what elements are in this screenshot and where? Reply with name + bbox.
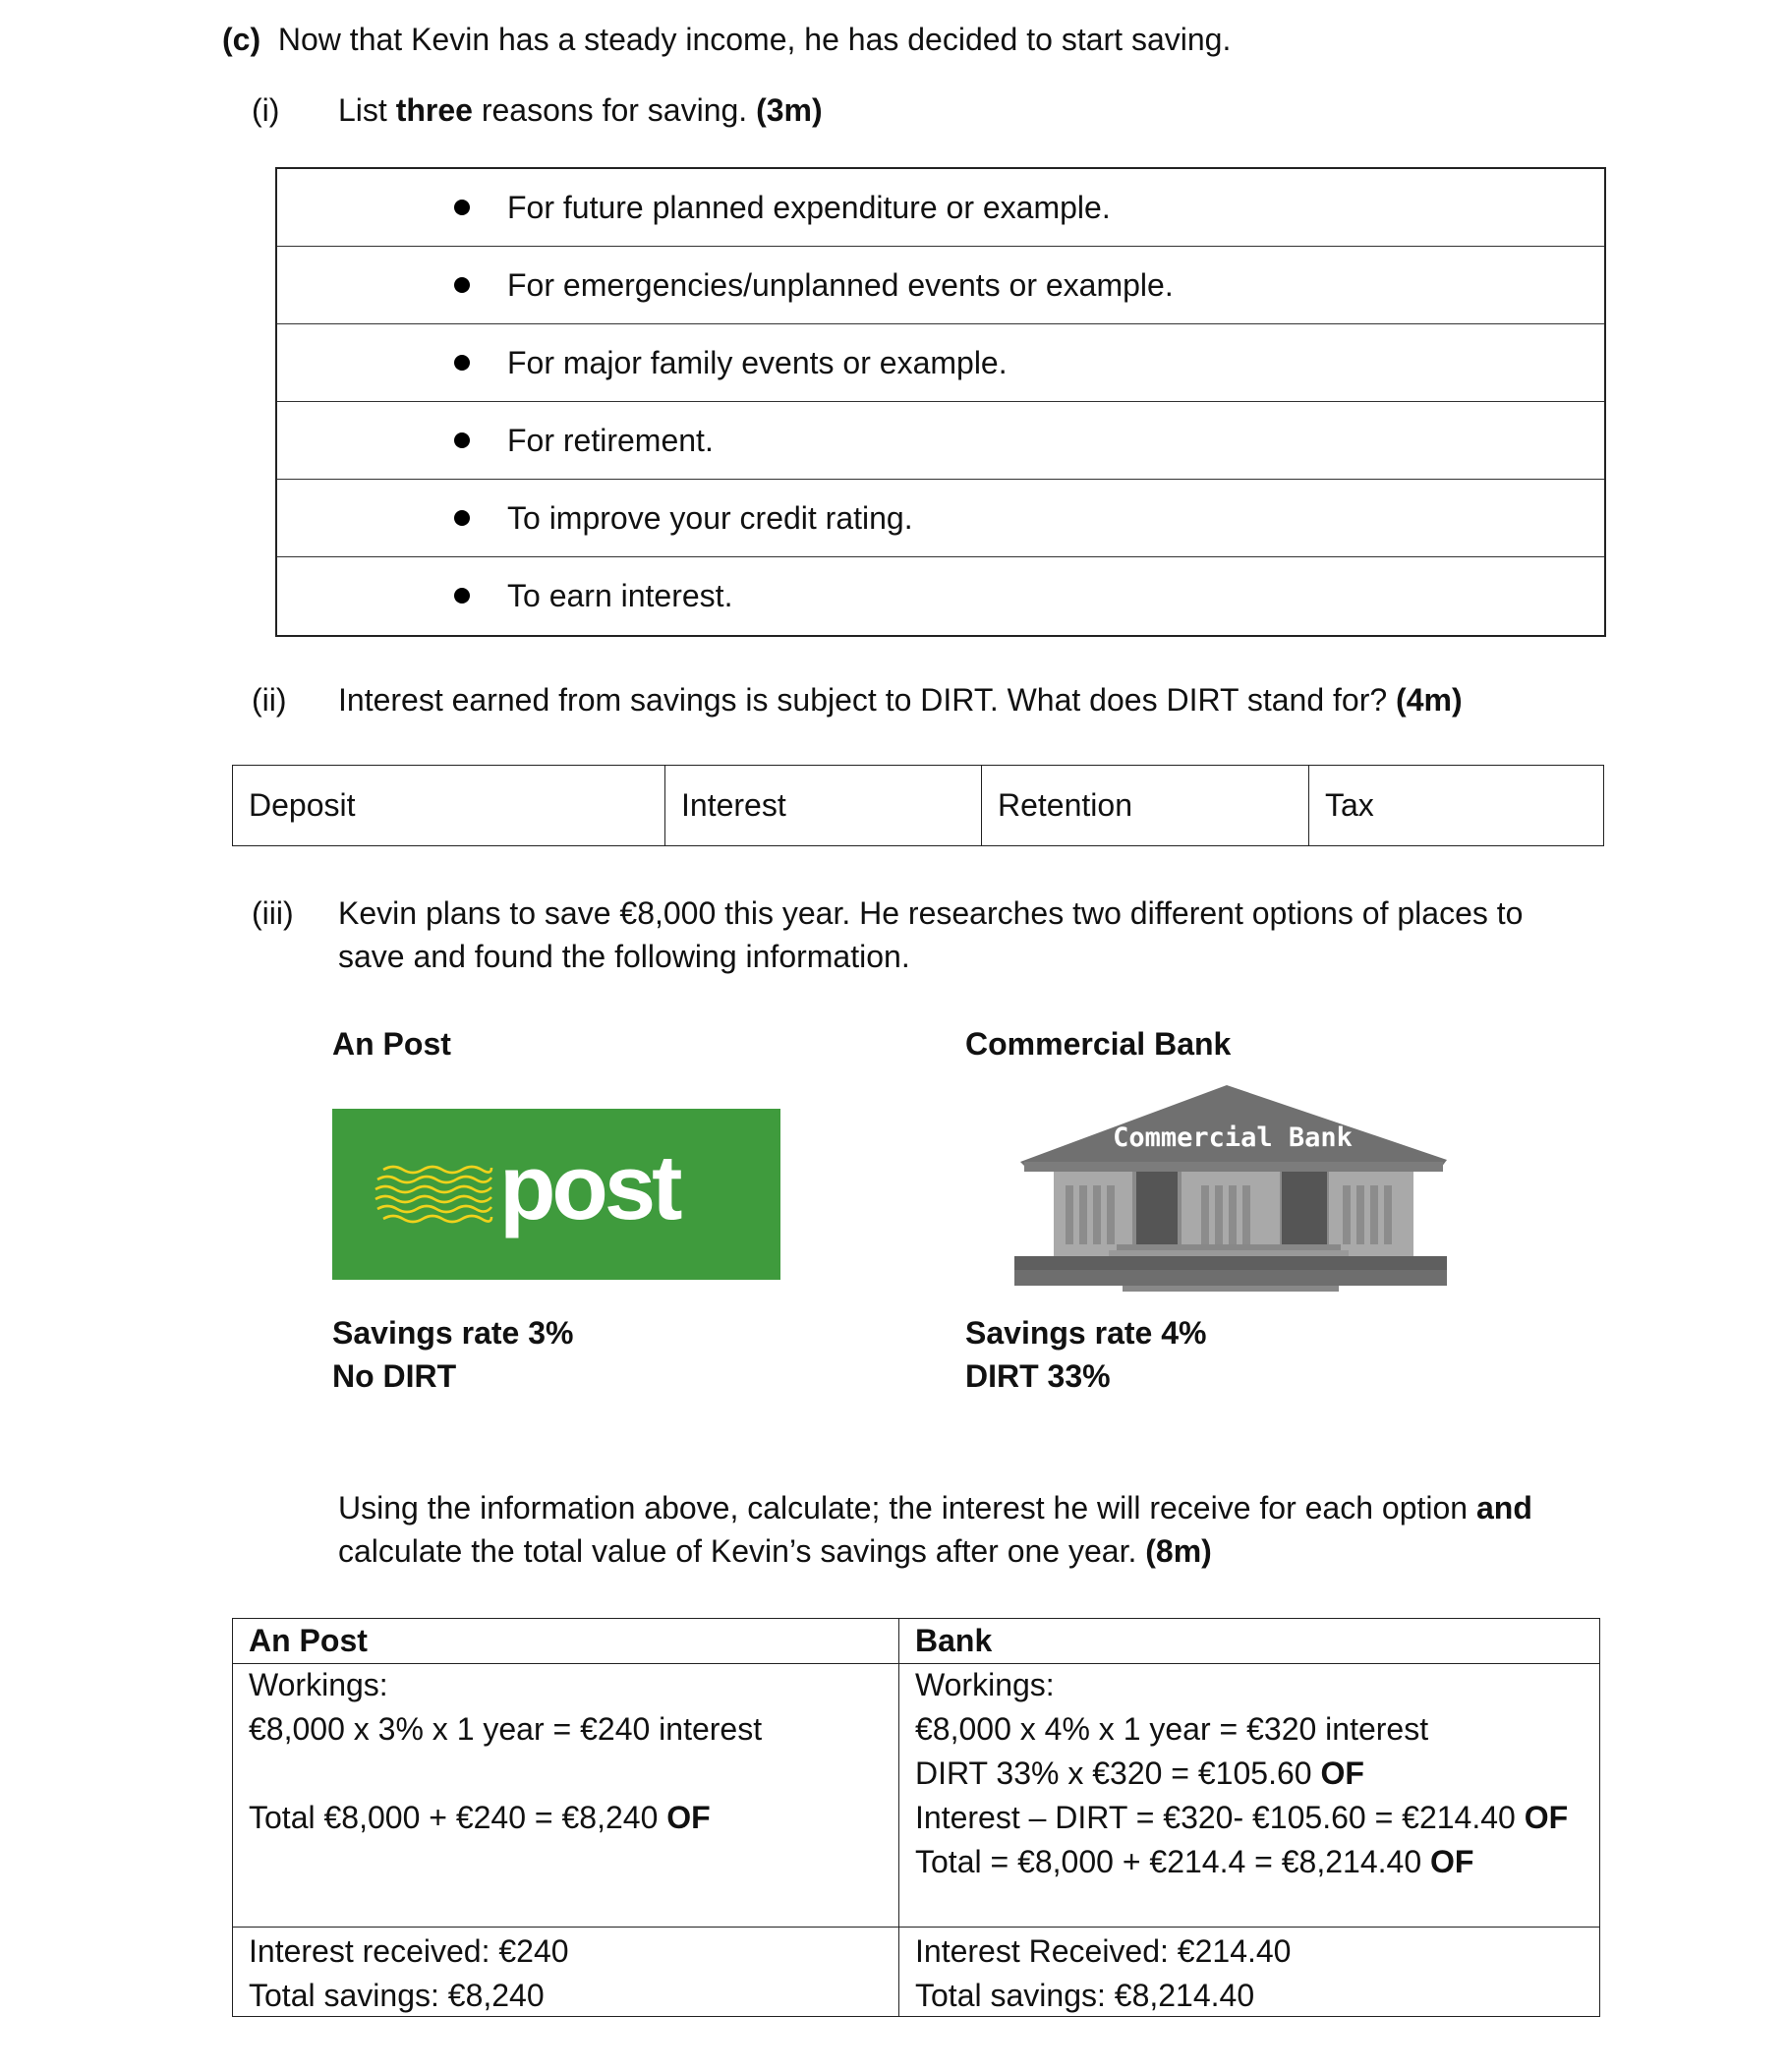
bank-rate: Savings rate 4% (965, 1315, 1207, 1351)
answer-bank-line4-text: Total = €8,000 + €214.4 = €8,214.40 (915, 1844, 1430, 1879)
bullet-icon (454, 510, 470, 526)
answer-bank-line2 (899, 1752, 1599, 1796)
bullet-icon (454, 277, 470, 293)
q2-marks: (4m) (1396, 682, 1463, 718)
answer-bank-line4-tag: OF (1430, 1844, 1474, 1879)
q1-label: (i) (252, 92, 280, 128)
q1-text-bold: three (395, 92, 473, 128)
answer-anpost-total-text: Total €8,000 + €240 = €8,240 (249, 1800, 667, 1835)
answer-anpost-workings-label: Workings: (249, 1667, 388, 1702)
q1-marks: (3m) (756, 92, 823, 128)
calc-line1-text: Using the information above, calculate; the interest he will receive for each option (338, 1490, 1476, 1525)
answer-bank-line4 (899, 1840, 1599, 1884)
answer-bank-line3-tag: OF (1524, 1800, 1569, 1835)
answer-bank-line2-text: DIRT 33% x €320 = €105.60 (915, 1755, 1321, 1791)
answer-anpost-total-tag: OF (666, 1800, 711, 1835)
q1-text-post: reasons for saving. (472, 92, 757, 128)
reason-text: For future planned expenditure or example. (507, 190, 1111, 225)
calc-instruction-line1 (338, 1486, 1532, 1529)
answer-anpost-line1: €8,000 x 3% x 1 year = €240 interest (249, 1711, 763, 1747)
calc-line1-bold: and (1475, 1490, 1532, 1525)
reason-row (277, 557, 1604, 635)
anpost-dirt: No DIRT (332, 1358, 457, 1394)
dirt-answer-table (232, 765, 1604, 846)
answer-bank-line3-text: Interest – DIRT = €320- €105.60 = €214.40 (915, 1800, 1525, 1835)
calc-line2-text: calculate the total value of Kevin’s savings after one year. (338, 1533, 1146, 1569)
answer-anpost-interest-received: Interest received: €240 (249, 1933, 569, 1969)
answer-col-anpost (233, 1619, 898, 2016)
q2-text-body: Interest earned from savings is subject to DIRT. What does DIRT stand for? (338, 682, 1397, 718)
answer-bank-total-savings: Total savings: €8,214.40 (915, 1978, 1255, 2013)
answer-anpost-total (233, 1796, 898, 1840)
q1-text (338, 88, 823, 132)
reason-row (277, 169, 1604, 247)
reason-text: For retirement. (507, 423, 714, 458)
bank-sign-text: Commercial Bank (1113, 1122, 1353, 1153)
answer-col-bank (899, 1619, 1599, 2016)
answer-table (232, 1618, 1600, 2017)
bank-building-icon (1014, 1083, 1447, 1294)
bullet-icon (454, 355, 470, 371)
dirt-cell-deposit: Deposit (233, 766, 665, 845)
answer-bank-interest-received: Interest Received: €214.40 (915, 1933, 1292, 1969)
bank-image (1014, 1083, 1447, 1294)
reason-text: To improve your credit rating. (507, 500, 913, 536)
q2-label: (ii) (252, 682, 287, 718)
bank-dirt: DIRT 33% (965, 1358, 1111, 1394)
anpost-logo-graphic (332, 1109, 780, 1280)
answer-bank-heading: Bank (915, 1623, 993, 1658)
answer-anpost-heading: An Post (249, 1623, 368, 1658)
anpost-heading: An Post (332, 1026, 451, 1062)
reason-text: For major family events or example. (507, 345, 1008, 380)
answer-bank-workings-label: Workings: (915, 1667, 1055, 1702)
bullet-icon (454, 200, 470, 215)
answer-bank-line3 (899, 1796, 1599, 1840)
answer-bank-line2-tag: OF (1320, 1755, 1364, 1791)
dirt-cell-tax: Tax (1325, 787, 1374, 823)
bullet-icon (454, 588, 470, 604)
calc-marks: (8m) (1145, 1533, 1212, 1569)
reason-text: For emergencies/unplanned events or example. (507, 267, 1174, 303)
answer-anpost-total-savings: Total savings: €8,240 (249, 1978, 545, 2013)
anpost-logo-text: post (499, 1135, 679, 1238)
calc-instruction-line2 (338, 1529, 1212, 1573)
bank-heading: Commercial Bank (965, 1026, 1232, 1062)
dirt-cell-interest: Interest (665, 766, 982, 845)
bullet-icon (454, 432, 470, 448)
q3-label: (iii) (252, 895, 294, 931)
anpost-logo (332, 1109, 780, 1280)
q1-text-pre: List (338, 92, 396, 128)
reason-row (277, 247, 1604, 324)
anpost-rate: Savings rate 3% (332, 1315, 574, 1351)
reason-row (277, 402, 1604, 480)
part-c-label: (c) (222, 22, 261, 57)
dirt-cell-retention: Retention (982, 766, 1309, 845)
q3-line2: save and found the following information. (338, 939, 910, 974)
reason-text: To earn interest. (507, 578, 733, 613)
reason-row (277, 480, 1604, 557)
answer-bank-line1: €8,000 x 4% x 1 year = €320 interest (915, 1711, 1429, 1747)
part-c-question (222, 18, 1231, 61)
reasons-table (275, 167, 1606, 637)
reason-row (277, 324, 1604, 402)
q2-text (338, 678, 1463, 721)
part-c-text: Now that Kevin has a steady income, he has decided to start saving. (277, 22, 1232, 57)
q3-line1: Kevin plans to save €8,000 this year. He researches two different options of places to (338, 895, 1524, 931)
